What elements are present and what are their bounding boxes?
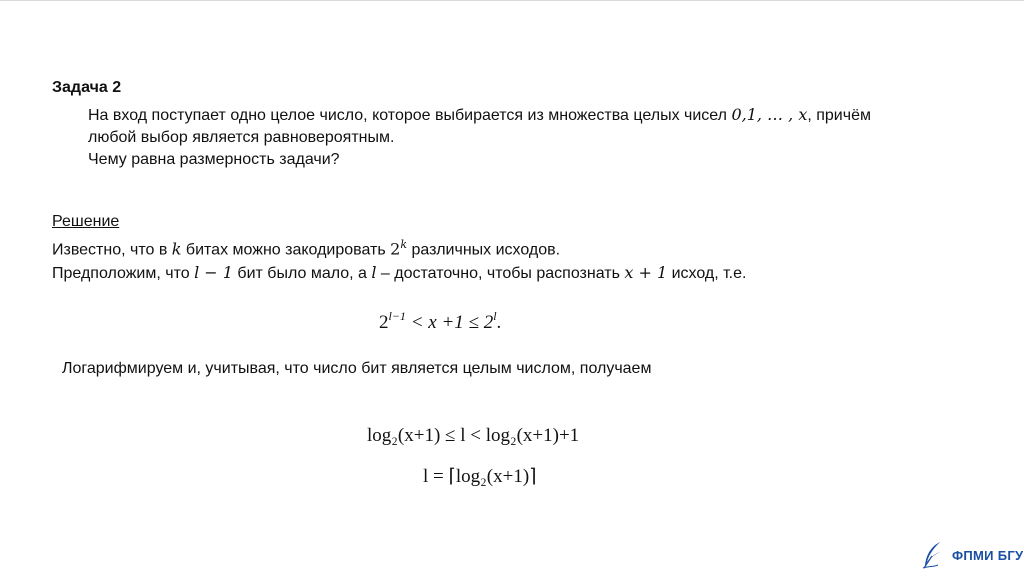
task-title: Задача 2 xyxy=(52,79,122,96)
ceiling-equation: l = ⌈log₂(x+1)⌉ xyxy=(423,466,537,487)
task-question: Чему равна размерность задачи? xyxy=(88,151,340,168)
task-line-1 xyxy=(88,104,968,127)
faculty-logo xyxy=(920,540,1023,570)
eq1-mid: < x +1 ≤ 2 xyxy=(405,312,494,333)
sol1-base: 2 xyxy=(390,239,401,259)
sol2-pre: Предположим, что xyxy=(52,265,195,283)
logarithm-text: Логарифмируем и, учитывая, что число бит является целым числом, получаем xyxy=(62,360,652,377)
sol1-k: k xyxy=(171,239,182,259)
task-statement xyxy=(88,104,968,171)
faculty-logo-text: ФПМИ БГУ xyxy=(952,547,1024,563)
inequality-equation xyxy=(379,309,501,334)
solution-block xyxy=(52,210,952,285)
slide-top-border xyxy=(0,0,1024,1)
sol1-post: различных исходов. xyxy=(407,241,561,259)
eq1-exp1: l−1 xyxy=(388,309,406,323)
sol2-l: l xyxy=(371,263,377,283)
eq1-end: . xyxy=(496,312,502,333)
solution-heading: Решение xyxy=(52,213,120,230)
sol2-mid2: – достаточно, чтобы распознать xyxy=(376,265,625,283)
solution-line-1 xyxy=(52,233,952,261)
feather-icon xyxy=(920,540,946,570)
task-line-1-text: На вход поступает одно целое число, которое выбирается из множества целых чисел xyxy=(88,107,732,124)
sol1-mid: битах можно закодировать xyxy=(181,241,391,259)
solution-line-2 xyxy=(52,261,952,285)
sol2-xp1: x + 1 xyxy=(624,263,668,283)
sol2-post: исход, т.е. xyxy=(667,265,747,283)
task-line-1-end: , причём xyxy=(807,107,871,124)
eq1-base: 2 xyxy=(379,312,389,333)
sol1-exp: k xyxy=(400,238,407,251)
task-line-2: любой выбор является равновероятным. xyxy=(88,129,395,146)
sol2-mid1: бит было мало, а xyxy=(232,265,372,283)
log-inequality-equation: log₂(x+1) ≤ l < log₂(x+1)+1 xyxy=(367,425,580,446)
sol2-lm1: l − 1 xyxy=(194,263,233,283)
task-set-math: 0,1, … , x xyxy=(731,105,808,124)
sol1-pre: Известно, что в xyxy=(52,241,172,259)
eq1-exp2: l xyxy=(493,309,497,323)
